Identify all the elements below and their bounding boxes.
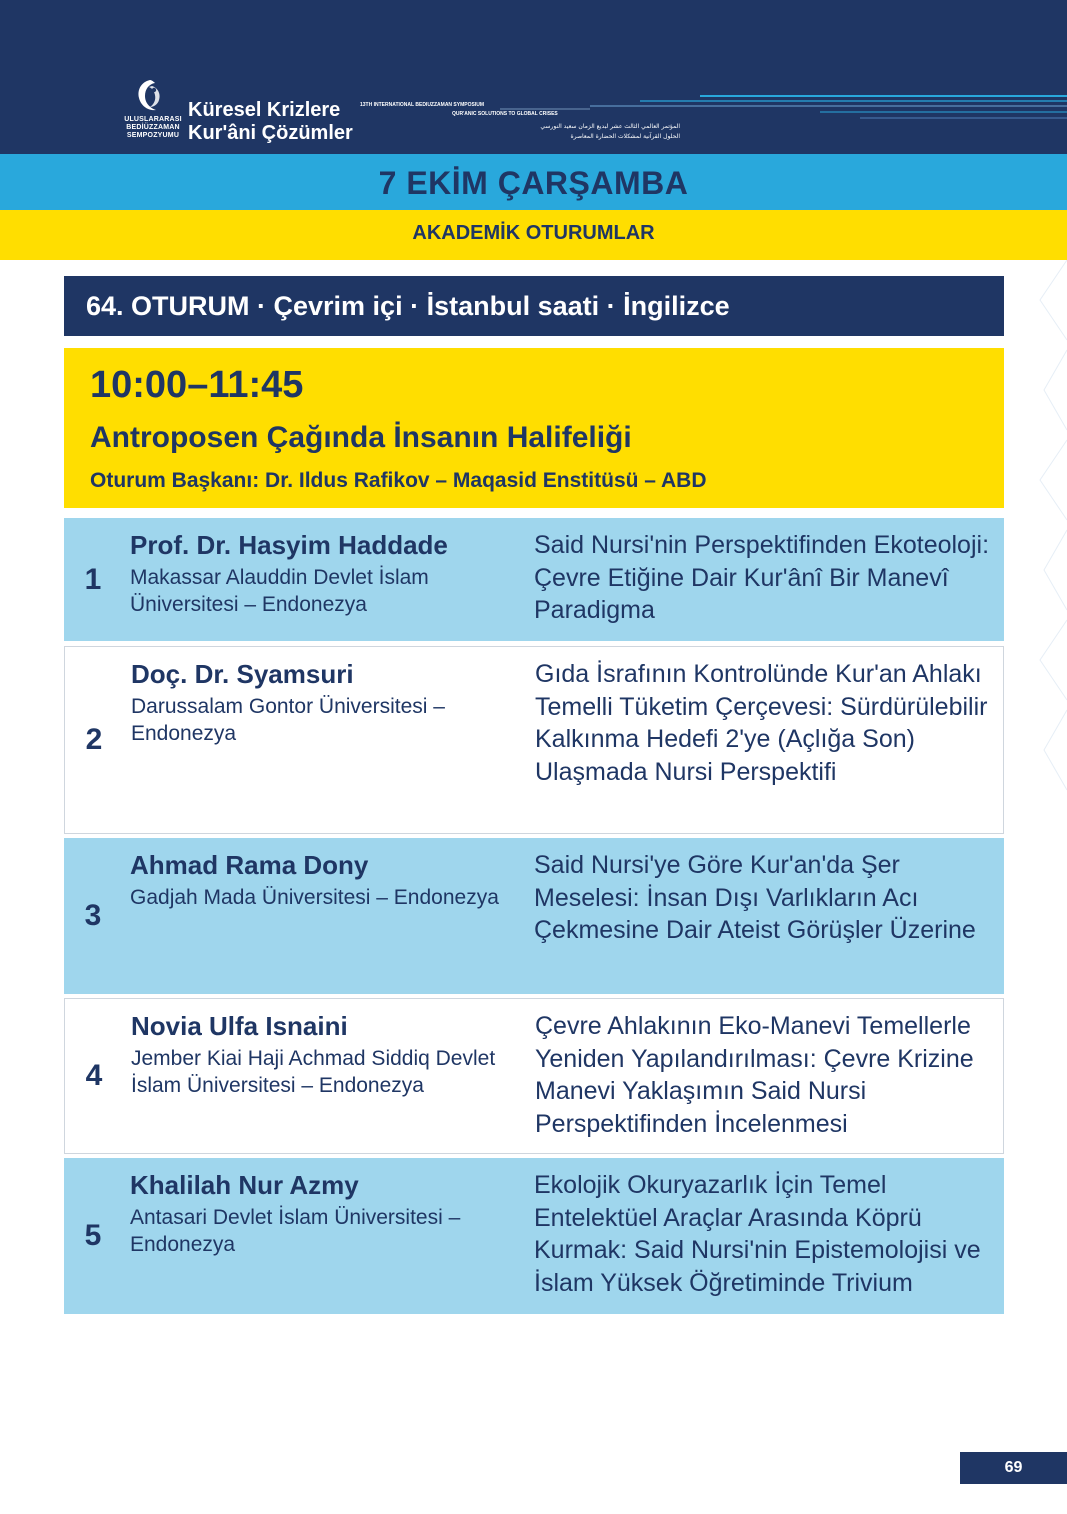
sessions-type-banner: AKADEMİK OTURUMLAR [0, 210, 1067, 260]
speaker-name: Prof. Dr. Hasyim Haddade [130, 530, 448, 560]
speaker-affiliation: Antasari Devlet İslam Üniversitesi – Endonezya [130, 1206, 461, 1256]
session-chair: Oturum Başkanı: Dr. Ildus Rafikov – Maqasid Enstitüsü – ABD [90, 469, 707, 492]
logo-subtitle-line: ULUSLARARASI [124, 116, 182, 123]
presentation-topic: Gıda İsrafının Kontrolünde Kur'an Ahlakı Temelli Tüketim Çerçevesi: Sürdürülebilir Kalkınma Hedefi 2'ye (Açlığa Son) Ulaşmada Nursi Perspektifi [535, 660, 988, 786]
presentation-row [64, 998, 1004, 1154]
presentation-row [64, 646, 1004, 834]
presentation-number: 4 [85, 1059, 103, 1092]
logo-subtitle [122, 116, 184, 140]
symposium-logo-icon [132, 78, 168, 116]
presentation-topic: Said Nursi'nin Perspektifinden Ekoteoloji: Çevre Etiğine Dair Kur'ânî Bir Manevî Paradigma [534, 531, 990, 624]
speaker-affiliation: Makassar Alauddin Devlet İslam Üniversitesi – Endonezya [130, 566, 429, 616]
presentation-number: 3 [84, 899, 102, 932]
speaker-block [131, 1011, 531, 1099]
symposium-english-line: QUR'ANIC SOLUTIONS TO GLOBAL CRISES [452, 111, 558, 117]
logo-title-line: Kur'âni Çözümler [188, 122, 353, 144]
symposium-arabic-line: المؤتمر العالمي الثالث عشر لبديع الزمان سعيد النورسي [540, 123, 680, 130]
symposium-arabic-title [470, 122, 680, 142]
presentation-row [64, 1158, 1004, 1314]
presentation-row [64, 838, 1004, 994]
symposium-english-title [360, 101, 590, 119]
presentation-topic: Said Nursi'ye Göre Kur'an'da Şer Meselesi: İnsan Dışı Varlıkların Acı Çekmesine Dair Ateist Görüşler Üzerine [534, 851, 976, 944]
speaker-block [130, 530, 530, 618]
speaker-name: Novia Ulfa Isnaini [131, 1011, 348, 1041]
page-header [0, 0, 1067, 154]
symposium-english-line: 13TH INTERNATIONAL BEDIUZZAMAN SYMPOSIUM [360, 102, 484, 108]
presentation-number: 5 [84, 1219, 102, 1252]
presentation-topic: Çevre Ahlakının Eko-Manevi Temellerle Yeniden Yapılandırılması: Çevre Krizine Manevi Yaklaşımın Said Nursi Perspektifinden İncelenmesi [535, 1012, 974, 1138]
logo-subtitle-line: SEMPOZYUMU [126, 132, 180, 139]
speaker-name: Khalilah Nur Azmy [130, 1170, 359, 1200]
symposium-arabic-line: الحلول القرآنية لمشكلات الحضارة المعاصرة [570, 133, 680, 140]
presentation-row [64, 518, 1004, 641]
session-info-box [64, 348, 1004, 508]
speaker-name: Ahmad Rama Dony [130, 850, 369, 880]
speaker-affiliation: Darussalam Gontor Üniversitesi – Endonezya [131, 695, 445, 745]
logo-title-line: Küresel Krizlere [188, 99, 341, 121]
presentation-topic: Ekolojik Okuryazarlık İçin Temel Entelektüel Araçlar Arasında Köprü Kurmak: Said Nursi'nin Epistemolojisi ve İslam Yüksek Öğretiminde Trivium [534, 1171, 981, 1297]
session-title: Antroposen Çağında İnsanın Halifeliği [90, 421, 632, 454]
speaker-name: Doç. Dr. Syamsuri [131, 659, 354, 689]
presentation-number: 2 [85, 723, 103, 756]
speaker-affiliation: Jember Kiai Haji Achmad Siddiq Devlet İslam Üniversitesi – Endonezya [131, 1047, 496, 1097]
presentation-number: 1 [84, 562, 102, 596]
page-number: 69 [960, 1452, 1067, 1484]
page-edge-decoration [1030, 260, 1067, 820]
speaker-block [130, 1170, 530, 1258]
session-header: 64. OTURUM · Çevrim içi · İstanbul saati · İngilizce [64, 276, 1004, 336]
logo-subtitle-line: BEDİÜZZAMAN [126, 124, 180, 131]
session-time: 10:00–11:45 [90, 364, 304, 406]
speaker-block [130, 850, 530, 911]
logo-title [188, 99, 358, 145]
speaker-block [131, 659, 531, 747]
speaker-affiliation: Gadjah Mada Üniversitesi – Endonezya [130, 886, 499, 909]
date-banner: 7 EKİM ÇARŞAMBA [0, 154, 1067, 210]
